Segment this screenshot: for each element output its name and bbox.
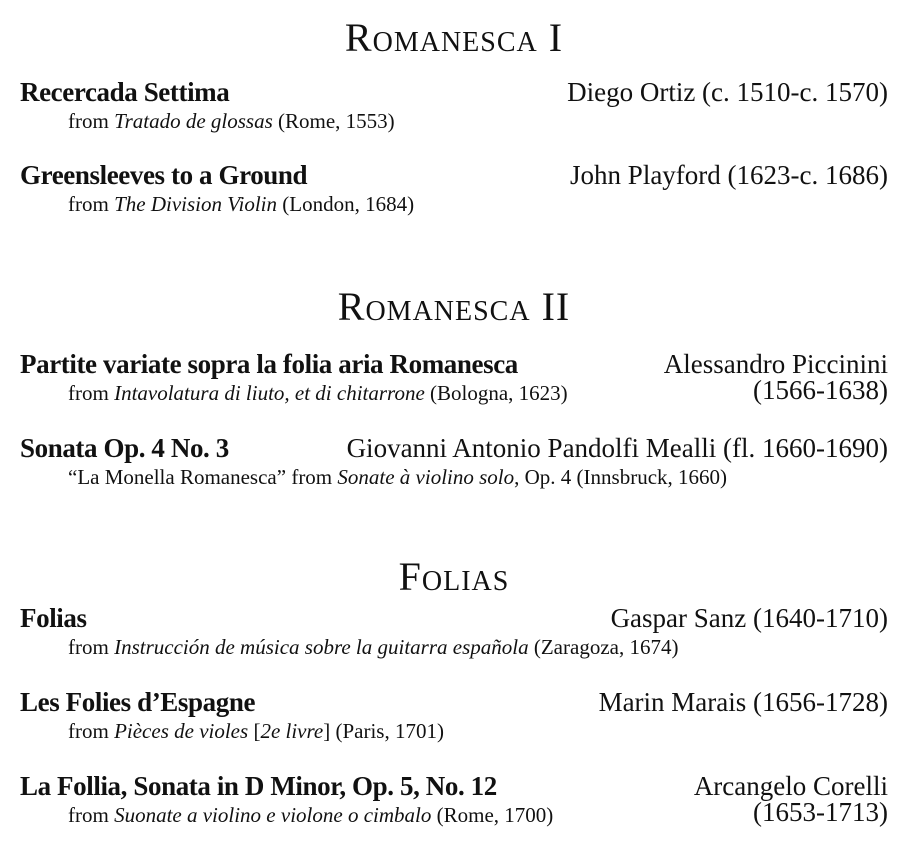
source-prefix: from (68, 719, 115, 743)
source-title: The Division Violin (114, 192, 278, 216)
source-suffix: , Op. 4 (Innsbruck, 1660) (514, 465, 728, 489)
work-title: Partite variate sopra la folia aria Romanesca (20, 349, 518, 379)
composer-name: Diego Ortiz (c. 1510-c. 1570) (567, 77, 888, 107)
source-prefix: from (68, 635, 115, 659)
source-title: Suonate a violino e violone o cimbalo (114, 803, 432, 827)
section-title-romanesca-i: Romanesca I (344, 15, 564, 60)
source-line (20, 191, 888, 217)
work-title: Sonata Op. 4 No. 3 (20, 433, 229, 463)
work-title: Folias (20, 603, 87, 633)
source-suffix: ] (Paris, 1701) (323, 719, 444, 743)
source-title: Pièces de violes (114, 719, 249, 743)
work-title: Greensleeves to a Ground (20, 160, 308, 190)
source-line (20, 375, 888, 406)
program-entry (20, 159, 888, 217)
work-title: La Follia, Sonata in D Minor, Op. 5, No. 12 (20, 771, 497, 801)
section-title-romanesca-ii: Romanesca II (337, 284, 571, 329)
source-prefix: from (68, 803, 115, 827)
source-suffix: (Rome, 1700) (431, 803, 554, 827)
source-suffix: (Rome, 1553) (272, 109, 395, 133)
source-suffix: (London, 1684) (277, 192, 415, 216)
source-title: Intavolatura di liuto, et di chitarrone (114, 381, 425, 405)
program-entry (20, 76, 888, 134)
source-mid: [ (248, 719, 261, 743)
entry-heading (20, 432, 888, 464)
composer-name: Gaspar Sanz (1640-1710) (610, 603, 888, 633)
source-line (20, 797, 888, 828)
source-line (20, 464, 888, 490)
entry-heading (20, 159, 888, 191)
source-prefix: from (68, 109, 115, 133)
source-suffix: (Bologna, 1623) (424, 381, 568, 405)
source-prefix: from (68, 381, 115, 405)
source-suffix: (Zaragoza, 1674) (528, 635, 679, 659)
source-line (20, 718, 888, 744)
composer-name: John Playford (1623-c. 1686) (570, 160, 888, 190)
source-prefix: “La Monella Romanesca” from (68, 465, 338, 489)
composer-dates: (1653-1713) (753, 797, 888, 827)
source-title: Sonate à violino solo (337, 465, 515, 489)
program-entry (20, 348, 888, 406)
entry-heading (20, 602, 888, 634)
source-line (20, 634, 888, 660)
section-title-folias: Folias (398, 554, 510, 599)
program-entry (20, 602, 888, 660)
composer-name: Marin Marais (1656-1728) (598, 687, 888, 717)
composer-name: Giovanni Antonio Pandolfi Mealli (fl. 1660-1690) (346, 433, 888, 463)
program-entry (20, 686, 888, 744)
entry-heading (20, 686, 888, 718)
source-line (20, 108, 888, 134)
work-title: Les Folies d’Espagne (20, 687, 256, 717)
work-title: Recercada Settima (20, 77, 230, 107)
program-entry (20, 432, 888, 490)
composer-name: Alessandro Piccinini (663, 349, 888, 379)
composer-name: Arcangelo Corelli (693, 771, 888, 801)
composer-dates: (1566-1638) (753, 375, 888, 405)
program-entry (20, 770, 888, 828)
source-prefix: from (68, 192, 115, 216)
source-title: Tratado de glossas (114, 109, 273, 133)
entry-heading (20, 76, 888, 108)
program-page (20, 0, 888, 858)
source-title: Instrucción de música sobre la guitarra española (114, 635, 529, 659)
source-title-volume: 2e livre (260, 719, 324, 743)
